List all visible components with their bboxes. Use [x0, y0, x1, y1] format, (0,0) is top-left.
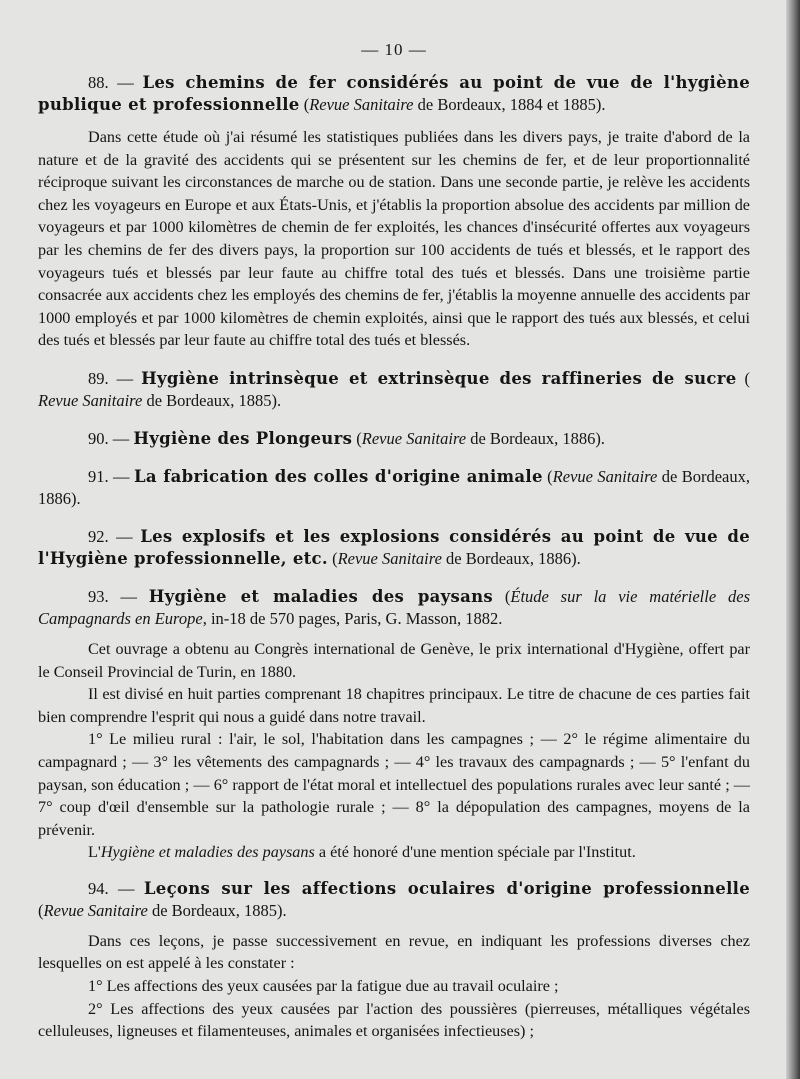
entry-title: Les explosifs et les explosions considérés au point de vue de l'Hygiène professionnelle, etc.	[38, 526, 751, 568]
entry-94-intro: Dans ces leçons, je passe successivement en revue, en indiquant les professions diverses chez lesquelles on est appelé à les constater :	[38, 931, 750, 973]
entry-dash: —	[108, 878, 144, 898]
entry-94-item-1: 1° Les affections des yeux causées par la fatigue due au travail oculaire ;	[88, 977, 559, 996]
entry-94	[38, 878, 750, 922]
entry-source: (Revue Sanitaire de Bordeaux, 1885).	[38, 900, 287, 920]
entry-dash: —	[108, 466, 134, 486]
entry-dash: —	[108, 428, 134, 448]
entry-dash: —	[108, 586, 149, 606]
entry-94-item-2: 2° Les affections des yeux causées par l'action des poussières (pierreuses, métalliques végétales celluleuses, ligneuses et filamenteuses, animales et organisées infectieuses) ;	[38, 999, 750, 1041]
entry-88	[38, 72, 750, 116]
entry-source: ( Revue Sanitaire de Bordeaux, 1885).	[38, 368, 751, 410]
entry-title: Les chemins de fer considérés au point de vue de l'hygiène publique et professionnelle	[38, 73, 751, 114]
page-edge-shadow	[786, 0, 800, 1079]
entry-number: 91.	[88, 466, 109, 486]
entry-title: Hygiène intrinsèque et extrinsèque des raffineries de sucre	[141, 368, 737, 388]
entry-number: 93.	[88, 586, 109, 606]
entry-number: 92.	[88, 526, 109, 546]
entry-93-mention: L'Hygiène et maladies des paysans a été honoré d'une mention spéciale par l'Institut.	[88, 843, 636, 862]
entry-title: Hygiène des Plongeurs	[133, 428, 353, 448]
entry-92	[38, 526, 750, 570]
entry-source: (Étude sur la vie matérielle des Campagnards en Europe, in-18 de 570 pages, Paris, G. Masson, 1882.	[38, 586, 750, 628]
entry-93	[38, 586, 750, 630]
page-number: — 10 —	[361, 40, 427, 59]
entry-93-paragraph-parts: Il est divisé en huit parties comprenant 18 chapitres principaux. Le titre de chacune de ces parties fait bien comprendre l'esprit qui nous a guidé dans notre travail.	[38, 685, 750, 726]
entry-title: La fabrication des colles d'origine animale	[133, 466, 543, 486]
entry-number: 94.	[88, 878, 109, 898]
entry-source: (Revue Sanitaire de Bordeaux, 1886).	[352, 428, 605, 448]
entry-93-paragraph-prize: Cet ouvrage a obtenu au Congrès international de Genève, le prix international d'Hygiène, offert par le Conseil Provincial de Turin, en 1880.	[38, 639, 750, 681]
entry-91	[38, 466, 750, 510]
page-content	[38, 40, 750, 1043]
entry-dash: —	[108, 526, 141, 546]
entry-source: (Revue Sanitaire de Bordeaux, 1886).	[38, 466, 750, 508]
entry-89	[38, 368, 750, 412]
entry-dash: —	[108, 73, 143, 92]
entry-title: Leçons sur les affections oculaires d'origine professionnelle	[143, 878, 751, 898]
entry-number: 88.	[88, 73, 109, 92]
entry-title: Hygiène et maladies des paysans	[148, 586, 494, 606]
entry-88-description: Dans cette étude où j'ai résumé les statistiques publiées dans les divers pays, je traite d'abord de la nature et de la gravité des accidents qui se présentent sur les chemins de fer, et de leur proportionnalité réciproque suivant les circonstances de marche ou de station. Dans une seconde partie, je relève les accidents chez les voyageurs en Europe et aux États-Unis, et j'établis la proportion absolue des accidents par million de voyageurs et par 1000 kilomètres de chemin de fer exploités, les chances d'insécurité offertes aux voyageurs par les chemins de fer des divers pays, la proportion sur 100 accidents de tués et blessés, et le rapport des voyageurs tués et blessés par leur faute au chiffre total des tués et blessés. Dans une troisième partie consacrée aux accidents chez les employés des chemins de fer, j'établis la moyenne annuelle des accidents par 1000 employés et par 1000 kilomètres de chemin exploités, ainsi que le rapport des tués aux blessés, et celui des tués et blessés par leur faute au chiffre total des tués et blessés.	[38, 128, 750, 350]
entry-source: (Revue Sanitaire de Bordeaux, 1886).	[327, 548, 581, 568]
entry-number: 89.	[88, 368, 109, 388]
entry-93-paragraph-chapters: 1° Le milieu rural : l'air, le sol, l'habitation dans les campagnes ; — 2° le régime alimentaire du campagnard ; — 3° les vêtements des campagnards ; — 4° les travaux des campagnards ; — 5° l'enfant du paysan, son éducation ; — 6° rapport de l'état moral et intellectuel des populations rurales avec leur santé ; — 7° coup d'œil d'ensemble sur la pathologie rurale ; — 8° la dépopulation des campagnes, moyens de la prévenir.	[38, 730, 750, 839]
entry-dash: —	[108, 368, 142, 388]
entry-number: 90.	[88, 428, 109, 448]
entry-90	[38, 428, 750, 450]
entry-source: (Revue Sanitaire de Bordeaux, 1884 et 1885).	[299, 95, 606, 114]
